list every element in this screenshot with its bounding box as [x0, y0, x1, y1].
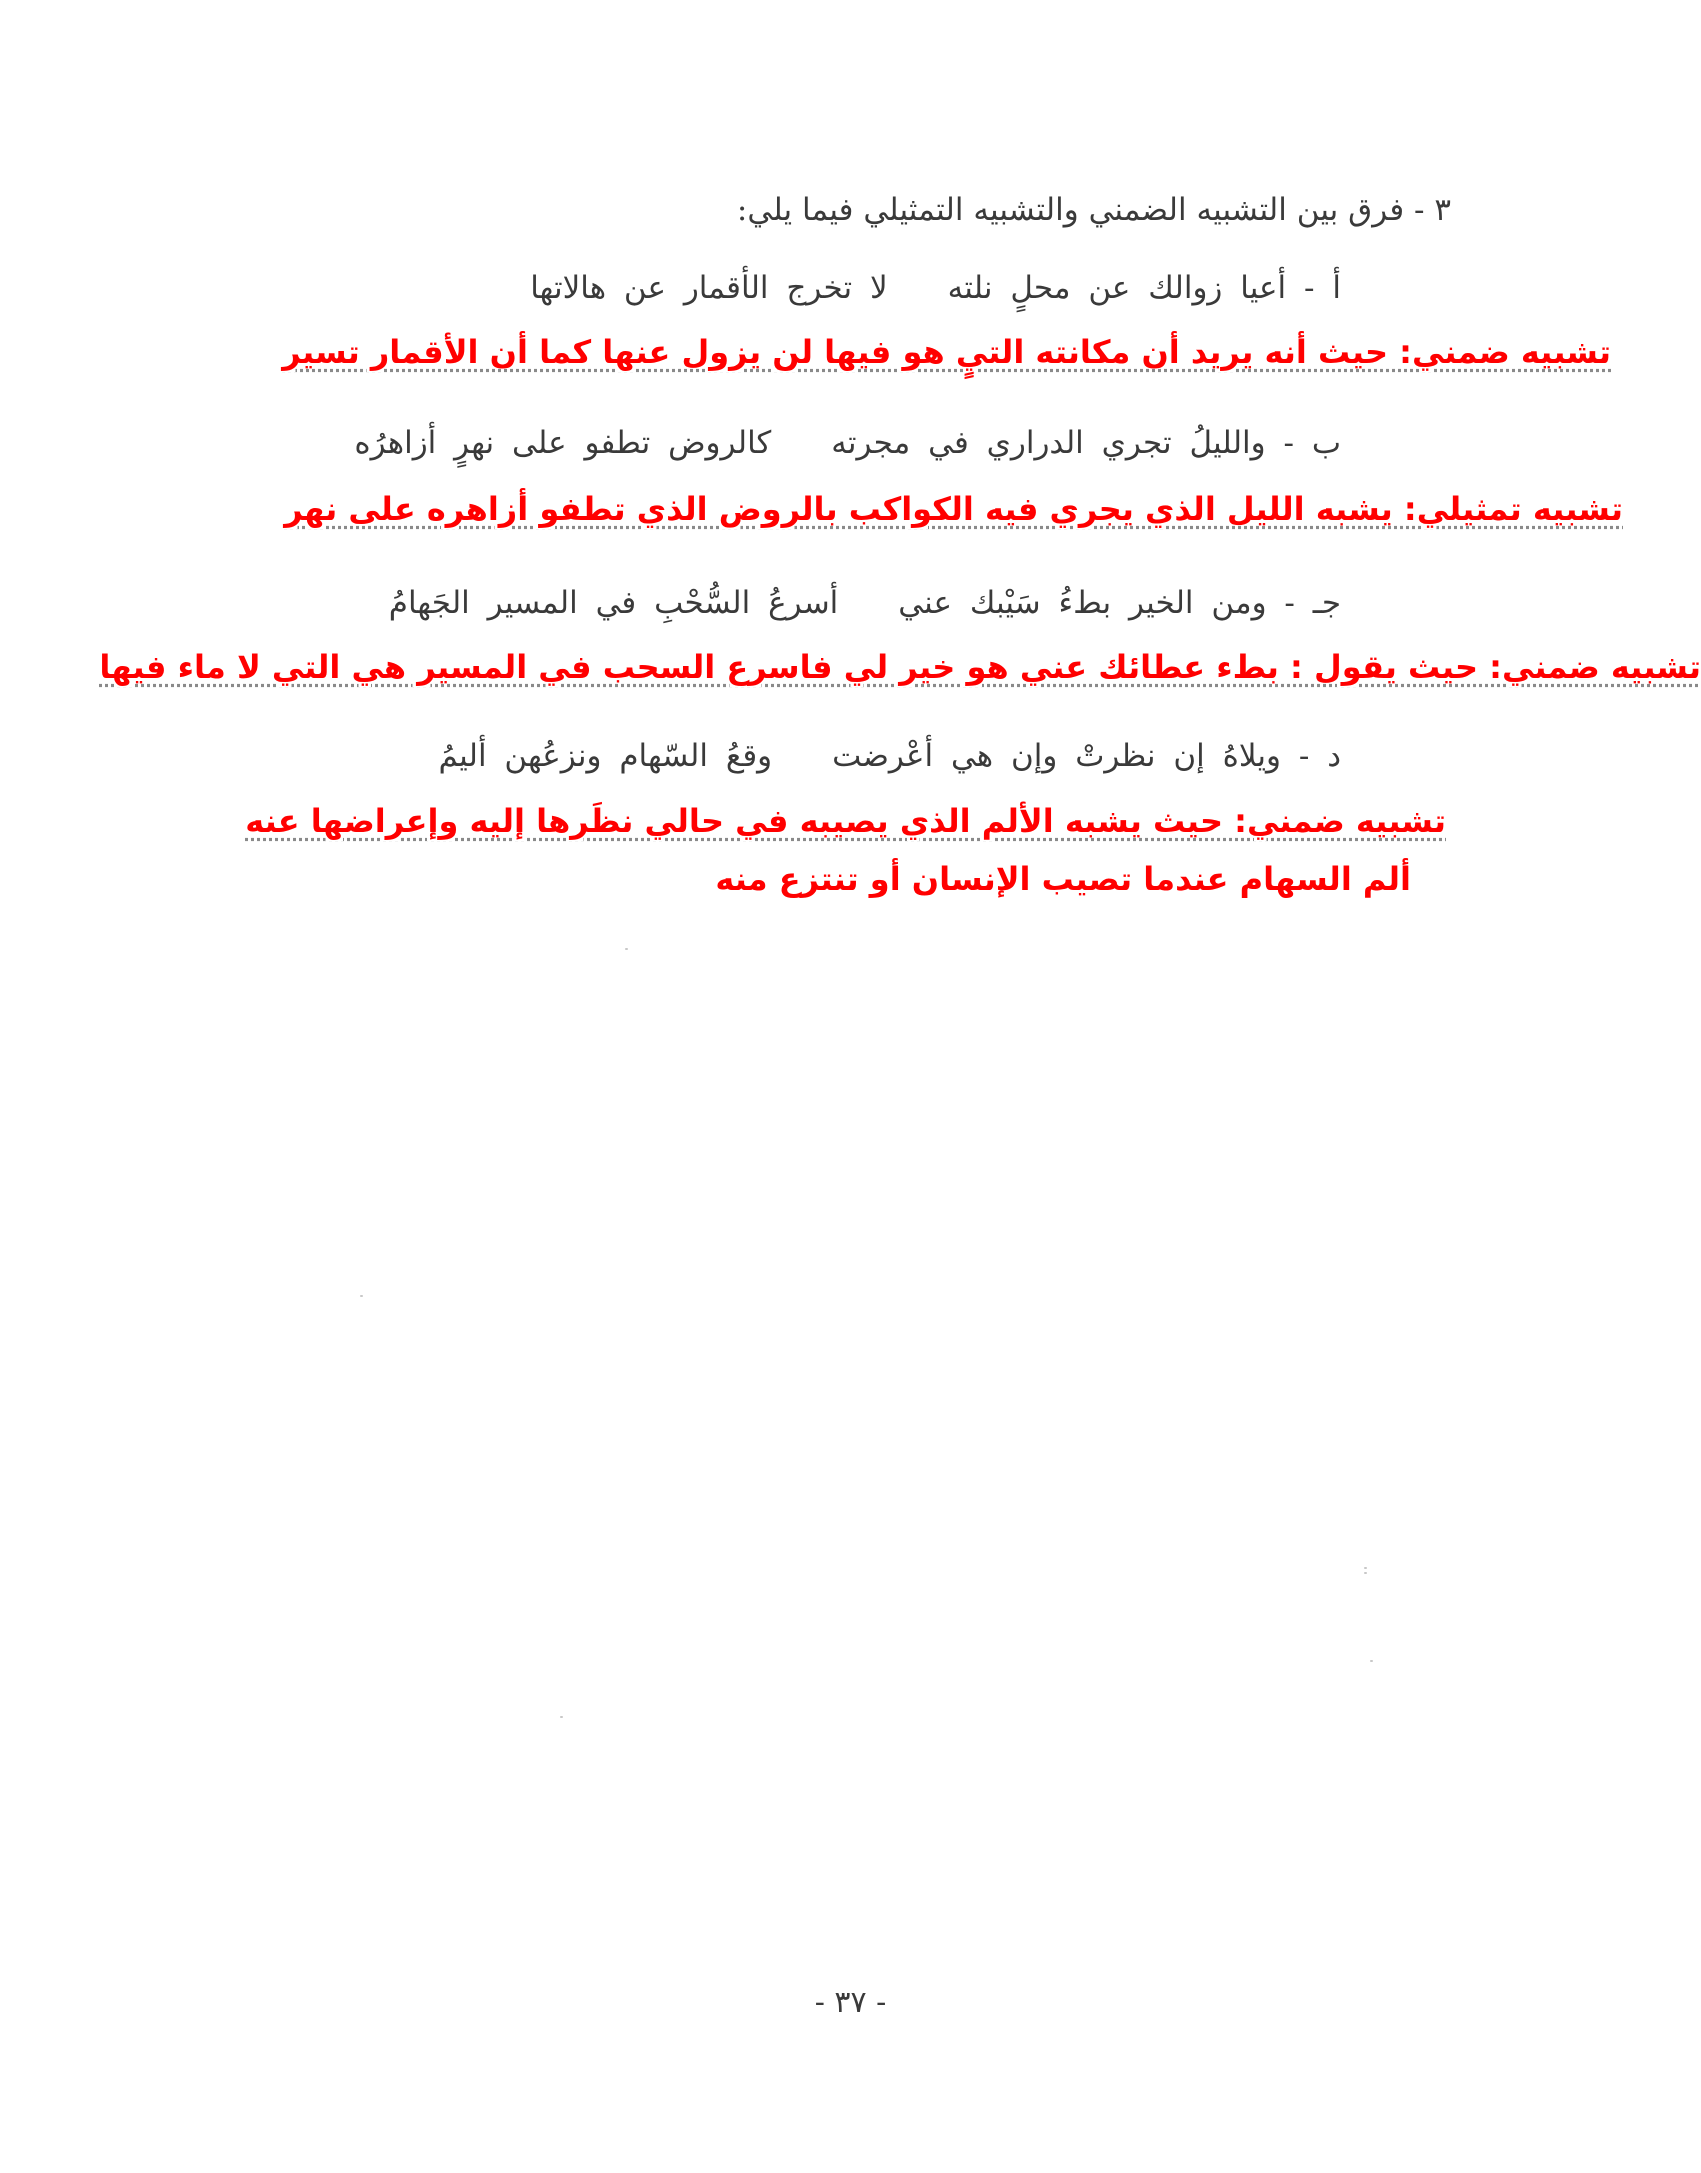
- scan-speck: [360, 1295, 363, 1297]
- scan-speck: [1364, 1572, 1367, 1574]
- verse-second-hemistich: لا تخرج الأقمار عن هالاتها: [530, 270, 888, 306]
- verse-a: أ - أعيا زوالك عن محلٍ نلته لا تخرج الأقمار عن هالاتها: [530, 270, 1341, 306]
- scan-speck: [625, 948, 628, 950]
- answer-b: تشبيه تمثيلي: يشبه الليل الذي يجري فيه الكواكب بالروض الذي تطفو أزاهره على نهر: [284, 490, 1623, 528]
- exercise-heading: ٣ - فرق بين التشبيه الضمني والتشبيه التمثيلي فيما يلي:: [736, 192, 1451, 228]
- verse-second-hemistich: وقعُ السّهام ونزعُهن أليمُ: [438, 738, 773, 774]
- scan-speck: [1364, 1567, 1367, 1569]
- verse-d: د - ويلاهُ إن نظرتْ وإن هي أعْرضت وقعُ السّهام ونزعُهن أليمُ: [438, 738, 1341, 774]
- answer-d-line1: تشبيه ضمني: حيث يشبه الألم الذي يصيبه في حالي نظَرها إليه وإعراضها عنه: [245, 802, 1446, 840]
- verse-first-hemistich: أعيا زوالك عن محلٍ نلته: [947, 270, 1287, 306]
- answer-a: تشبيه ضمني: حيث أنه يريد أن مكانته التيٍ هو فيها لن يزول عنها كما أن الأقمار تسير: [282, 333, 1611, 371]
- verse-c: جـ - ومن الخير بطءُ سَيْبك عني أسرعُ السُّحْبِ في المسير الجَهامُ: [388, 585, 1341, 621]
- exercise-number: ٣: [1434, 192, 1451, 228]
- item-letter: أ: [1332, 270, 1341, 306]
- verse-second-hemistich: أسرعُ السُّحْبِ في المسير الجَهامُ: [388, 585, 839, 621]
- scan-speck: [1370, 1660, 1373, 1662]
- item-letter: جـ: [1312, 585, 1341, 621]
- item-letter: د: [1327, 738, 1341, 774]
- page-number: - ٣٧ -: [814, 1985, 887, 2020]
- verse-first-hemistich: ومن الخير بطءُ سَيْبك عني: [898, 585, 1267, 621]
- verse-second-hemistich: كالروض تطفو على نهرٍ أزاهرُه: [354, 425, 772, 461]
- exercise-prompt: فرق بين التشبيه الضمني والتشبيه التمثيلي فيما يلي:: [736, 192, 1405, 228]
- verse-first-hemistich: ويلاهُ إن نظرتْ وإن هي أعْرضت: [832, 738, 1281, 774]
- item-letter: ب: [1311, 425, 1341, 461]
- scan-speck: [560, 1716, 563, 1718]
- verse-first-hemistich: والليلُ تجري الدراري في مجرته: [831, 425, 1266, 461]
- verse-b: ب - والليلُ تجري الدراري في مجرته كالروض تطفو على نهرٍ أزاهرُه: [354, 425, 1341, 461]
- answer-c: تشبيه ضمني: حيث يقول : بطء عطائك عني هو خير لي فاسرع السحب في المسير هي التي لا ماء فيها: [99, 648, 1701, 686]
- answer-d-line2: ألم السهام عندما تصيب الإنسان أو تنتزع منه: [715, 860, 1411, 898]
